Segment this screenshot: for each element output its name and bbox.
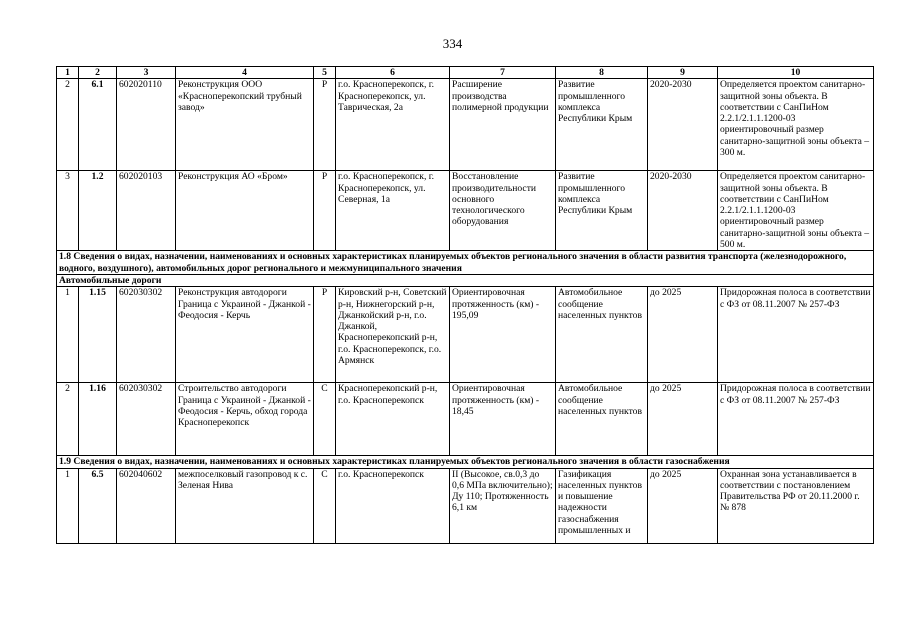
column-header: 5	[314, 67, 336, 79]
object-zone: Определяется проектом санитарно-защитной зоны объекта. В соответствии с СанПиНом 2.2.1/2.1.1.1200-03 ориентировочный размер санитарно-защитной зоны объекта – 500 м.	[718, 171, 874, 251]
column-header: 4	[176, 67, 314, 79]
object-name: Реконструкция автодороги Граница с Украиной - Джанкой - Феодосия - Керчь	[176, 287, 314, 383]
table-row	[57, 383, 874, 456]
row-index: 3	[57, 171, 79, 251]
object-period: до 2025	[648, 383, 718, 456]
object-characteristics: Ориентировочная протяженность (км) - 18,45	[450, 383, 556, 456]
subsection-heading-row	[57, 274, 874, 286]
object-characteristics: Восстановление производительности основного технологического оборудования	[450, 171, 556, 251]
object-number: 1.15	[79, 287, 117, 383]
column-header: 10	[718, 67, 874, 79]
object-name: межпоселковый газопровод к с. Зеленая Нива	[176, 468, 314, 543]
object-name: Реконструкция АО «Бром»	[176, 171, 314, 251]
object-zone: Охранная зона устанавливается в соответствии с постановлением Правительства РФ от 20.11.2000 г. № 878	[718, 468, 874, 543]
object-code: 602020103	[117, 171, 176, 251]
object-zone: Придорожная полоса в соответствии с ФЗ от 08.11.2007 № 257-ФЗ	[718, 287, 874, 383]
object-characteristics: Ориентировочная протяженность (км) - 195,09	[450, 287, 556, 383]
column-header: 1	[57, 67, 79, 79]
object-location: г.о. Красноперекопск, г. Красноперекопск, ул. Северная, 1а	[336, 171, 450, 251]
object-name: Реконструкция ООО «Красноперекопский трубный завод»	[176, 79, 314, 171]
object-code: 602040602	[117, 468, 176, 543]
object-code: 602030302	[117, 383, 176, 456]
table-row	[57, 468, 874, 543]
section-heading-row	[57, 251, 874, 275]
object-status: Р	[314, 287, 336, 383]
object-status: С	[314, 468, 336, 543]
section-heading-row	[57, 456, 874, 468]
planning-table	[56, 66, 874, 544]
object-name: Строительство автодороги Граница с Украиной - Джанкой - Феодосия - Керчь, обход города Красноперекопск	[176, 383, 314, 456]
subsection-heading-roads: Автомобильные дороги	[57, 274, 874, 286]
object-purpose: Развитие промышленного комплекса Республики Крым	[556, 171, 648, 251]
object-characteristics: II (Высокое, св.0,3 до 0,6 МПа включительно); Ду 110; Протяженность 6,1 км	[450, 468, 556, 543]
object-status: С	[314, 383, 336, 456]
object-status: Р	[314, 171, 336, 251]
object-code: 602020110	[117, 79, 176, 171]
object-purpose: Развитие промышленного комплекса Республики Крым	[556, 79, 648, 171]
column-number-header-row	[57, 67, 874, 79]
object-status: Р	[314, 79, 336, 171]
object-number: 1.2	[79, 171, 117, 251]
section-heading-1-8: 1.8 Сведения о видах, назначении, наименованиях и основных характеристиках планируемых объектов регионального значения в области развития транспорта (железнодорожного, водного, воздушного), автомобильных дорог регионального и межмуниципального значения	[57, 251, 874, 275]
section-heading-1-9: 1.9 Сведения о видах, назначении, наименованиях и основных характеристиках планируемых объектов регионального значения в области газоснабжения	[57, 456, 874, 468]
object-number: 6.1	[79, 79, 117, 171]
object-purpose: Автомобильное сообщение населенных пунктов	[556, 287, 648, 383]
object-location: г.о. Красноперекопск, г. Красноперекопск, ул. Таврическая, 2а	[336, 79, 450, 171]
object-code: 602030302	[117, 287, 176, 383]
table-row	[57, 79, 874, 171]
object-period: 2020-2030	[648, 79, 718, 171]
object-number: 6.5	[79, 468, 117, 543]
object-period: до 2025	[648, 468, 718, 543]
object-location: Красноперекопский р-н, г.о. Красноперекопск	[336, 383, 450, 456]
object-number: 1.16	[79, 383, 117, 456]
column-header: 3	[117, 67, 176, 79]
table-row	[57, 171, 874, 251]
row-index: 1	[57, 468, 79, 543]
object-purpose: Газификация населенных пунктов и повышение надежности газоснабжения промышленных и	[556, 468, 648, 543]
object-characteristics: Расширение производства полимерной продукции	[450, 79, 556, 171]
column-header: 7	[450, 67, 556, 79]
row-index: 2	[57, 383, 79, 456]
column-header: 2	[79, 67, 117, 79]
object-location: г.о. Красноперекопск	[336, 468, 450, 543]
column-header: 8	[556, 67, 648, 79]
page-number: 334	[442, 36, 463, 51]
column-header: 6	[336, 67, 450, 79]
row-index: 1	[57, 287, 79, 383]
column-header: 9	[648, 67, 718, 79]
object-location: Кировский р-н, Советский р-н, Нижнегорский р-н, Джанкойский р-н, г.о. Джанкой, Красноперекопский р-н, г.о. Красноперекопск, г.о. Армянск	[336, 287, 450, 383]
object-zone: Определяется проектом санитарно-защитной зоны объекта. В соответствии с СанПиНом 2.2.1/2.1.1.1200-03 ориентировочный размер санитарно-защитной зоны объекта – 300 м.	[718, 79, 874, 171]
table-row	[57, 287, 874, 383]
row-index: 2	[57, 79, 79, 171]
object-zone: Придорожная полоса в соответствии с ФЗ от 08.11.2007 № 257-ФЗ	[718, 383, 874, 456]
object-purpose: Автомобильное сообщение населенных пунктов	[556, 383, 648, 456]
object-period: 2020-2030	[648, 171, 718, 251]
object-period: до 2025	[648, 287, 718, 383]
